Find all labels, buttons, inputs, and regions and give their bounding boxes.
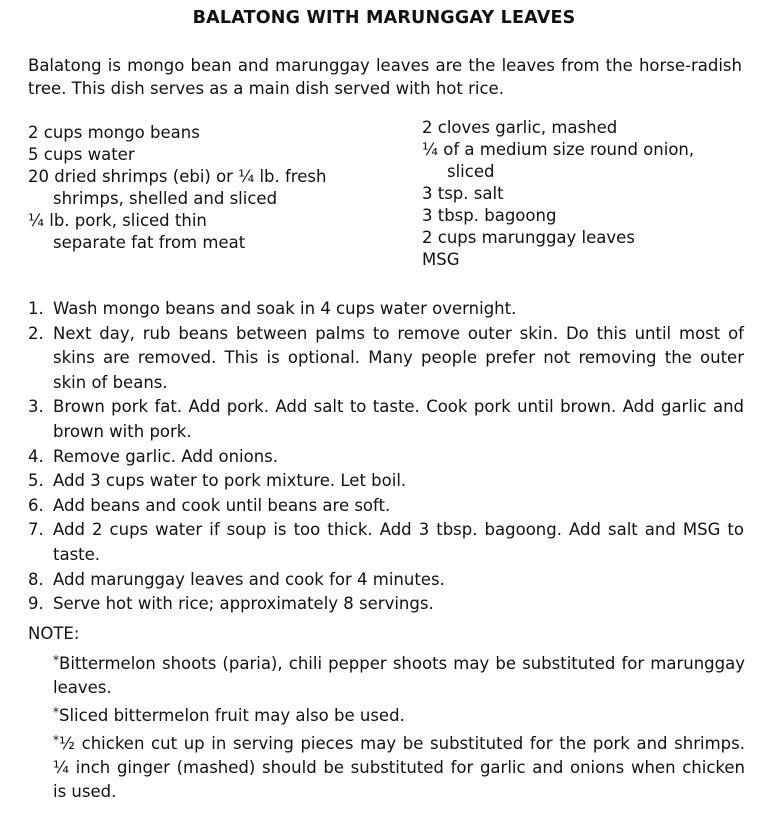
ingredient-line: 3 tbsp. bagoong <box>422 206 557 225</box>
step-number: 8. <box>28 569 44 589</box>
step-text: Add 3 cups water to pork mixture. Let boil. <box>53 471 407 491</box>
ingredients-right-column <box>422 117 752 271</box>
note-asterisk: * <box>53 705 59 719</box>
instruction-step <box>28 469 744 494</box>
note-text: ½ chicken cut up in serving pieces may be substituted for the pork and shrimps. ¼ inch ginger (mashed) should be substituted for garlic and onions when chicken is used. <box>53 734 745 801</box>
ingredient-line: 5 cups water <box>28 145 135 164</box>
note-item <box>53 648 745 700</box>
note-asterisk: * <box>53 733 59 747</box>
instruction-step <box>28 592 744 617</box>
step-text: Add 2 cups water if soup is too thick. Add 3 tbsp. bagoong. Add salt and MSG to taste. <box>53 520 744 564</box>
note-item <box>53 728 745 804</box>
instruction-step <box>28 518 744 567</box>
ingredient-line: ¼ lb. pork, sliced thin <box>28 211 207 230</box>
note-text: Sliced bittermelon fruit may also be used. <box>59 706 405 725</box>
ingredient-line: 3 tsp. salt <box>422 184 504 203</box>
ingredient-line: shrimps, shelled and sliced <box>53 189 278 208</box>
step-text: Serve hot with rice; approximately 8 servings. <box>53 594 434 614</box>
ingredient-line: 2 cups mongo beans <box>28 123 200 142</box>
ingredient-line: 2 cups marunggay leaves <box>422 228 635 247</box>
step-text: Add beans and cook until beans are soft. <box>53 495 391 515</box>
ingredient-line: separate fat from meat <box>53 233 246 252</box>
ingredient-line: sliced <box>447 162 495 181</box>
ingredient-line: 2 cloves garlic, mashed <box>422 118 618 137</box>
step-number: 4. <box>28 446 44 466</box>
instructions-list <box>28 297 744 617</box>
step-text: Brown pork fat. Add pork. Add salt to taste. Cook pork until brown. Add garlic and brown with pork. <box>53 397 744 441</box>
recipe-title: BALATONG WITH MARUNGGAY LEAVES <box>192 8 576 28</box>
note-item <box>53 700 745 728</box>
instruction-step <box>28 322 744 396</box>
note-asterisk: * <box>53 653 59 667</box>
ingredients-left-column <box>28 122 398 254</box>
step-number: 5. <box>28 471 44 491</box>
ingredient-line: ¼ of a medium size round onion, <box>422 140 695 159</box>
step-number: 6. <box>28 495 44 515</box>
instruction-step <box>28 445 744 470</box>
step-text: Wash mongo beans and soak in 4 cups water overnight. <box>53 299 517 318</box>
instruction-step <box>28 494 744 519</box>
recipe-intro: Balatong is mongo bean and marunggay leaves are the leaves from the horse-radish tree. This dish serves as a main dish served with hot rice. <box>28 56 742 98</box>
ingredient-line: 20 dried shrimps (ebi) or ¼ lb. fresh <box>28 167 327 186</box>
note-heading: NOTE: <box>28 624 80 643</box>
instruction-step <box>28 568 744 593</box>
note-text: Bittermelon shoots (paria), chili pepper shoots may be substituted for marunggay leaves. <box>53 654 745 697</box>
step-number: 3. <box>28 397 44 417</box>
step-number: 1. <box>28 299 44 318</box>
step-number: 7. <box>28 520 44 540</box>
instruction-step <box>28 395 744 444</box>
step-text: Next day, rub beans between palms to remove outer skin. Do this until most of skins are removed. This is optional. Many people prefer not removing the outer skin of beans. <box>53 323 744 392</box>
step-text: Remove garlic. Add onions. <box>53 446 279 466</box>
instruction-step <box>28 297 744 322</box>
step-number: 2. <box>28 323 44 343</box>
notes-list <box>53 648 745 804</box>
ingredient-line: MSG <box>422 250 460 269</box>
step-number: 9. <box>28 594 44 614</box>
step-text: Add marunggay leaves and cook for 4 minutes. <box>53 569 445 589</box>
